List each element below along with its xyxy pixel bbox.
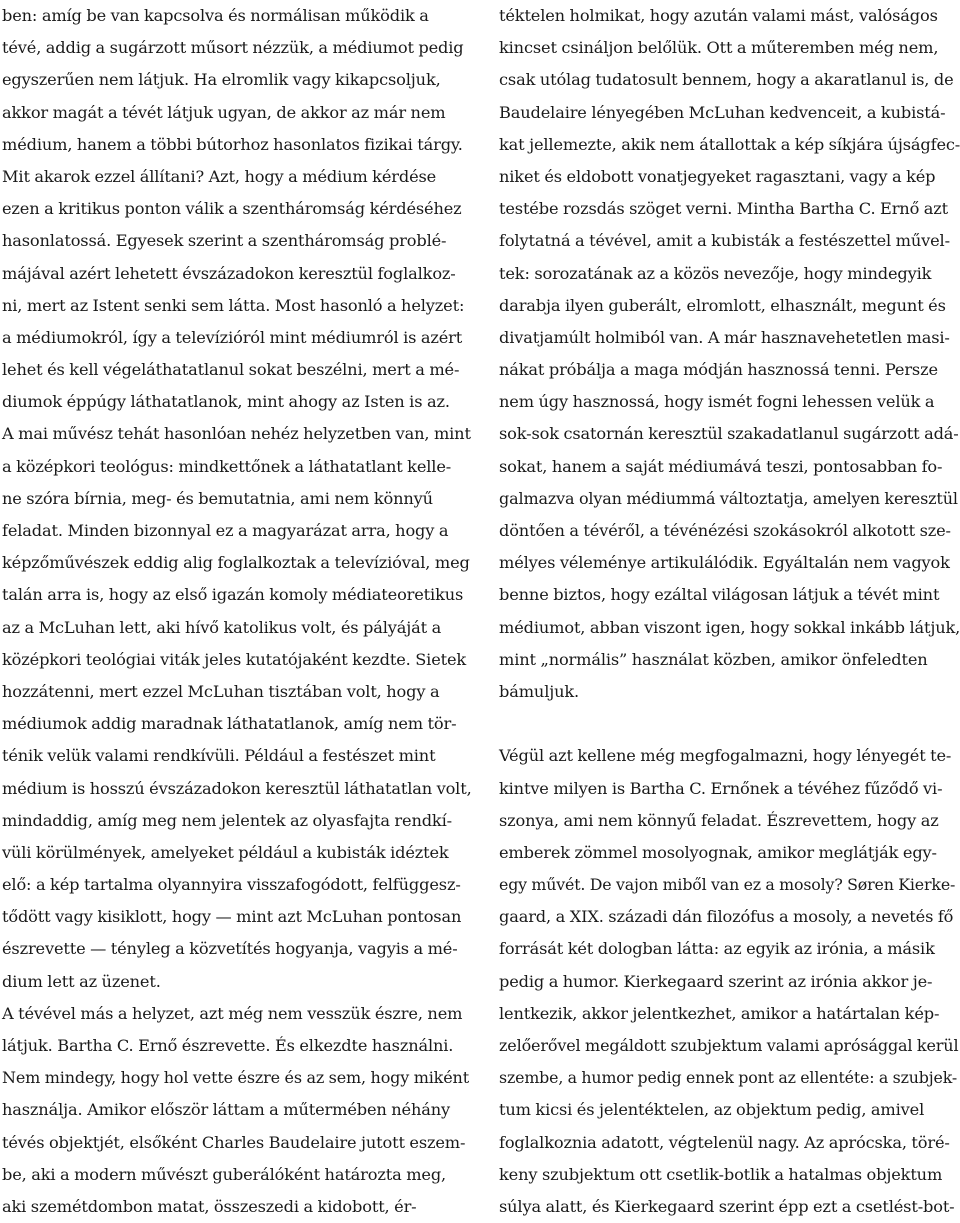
text-line: galmazva olyan médiummá változtatja, amelyen keresztül (499, 488, 958, 508)
text-line: médium, hanem a többi bútorhoz hasonlatos fizikai tárgy. (2, 134, 463, 154)
text-line: hasonlatossá. Egyesek szerint a szentháromság problé- (2, 231, 447, 251)
text-line: mindaddig, amíg meg nem jelentek az olyasfajta rendkí- (2, 810, 452, 830)
text-line: látjuk. Bartha C. Ernő észrevette. És elkezdte használni. (2, 1036, 454, 1055)
text-line: mint „normális” használat közben, amikor önfeledten (499, 649, 928, 669)
text-line: használja. Amikor először láttam a műtermében néhány (2, 1100, 451, 1120)
text-line: aki szemétdombon matat, összeszedi a kidobott, ér- (2, 1196, 417, 1216)
text-line: Nem mindegy, hogy hol vette észre és az sem, hogy miként (2, 1068, 469, 1088)
text-line: májával azért lehetett évszázadokon keresztül foglalkoz- (2, 263, 456, 283)
text-line: pedig a humor. Kierkegaard szerint az irónia akkor je- (499, 971, 933, 991)
text-line: médiumok addig maradnak láthatatlanok, amíg nem tör- (2, 714, 457, 734)
text-line: kincset csináljon belőlük. Ott a műteremben még nem, (499, 38, 939, 58)
text-line: Baudelaire lényegében McLuhan kedvenceit, a kubistá- (499, 102, 946, 122)
text-line: sok-sok csatornán keresztül szakadatlanul sugárzott adá- (499, 424, 959, 444)
text-line: ezen a kritikus ponton válik a szentháromság kérdéséhez (2, 199, 462, 219)
text-line: A mai művész tehát hasonlóan nehéz helyzetben van, mint (2, 424, 471, 444)
text-line: benne biztos, hogy ezáltal világosan látjuk a tévét mint (499, 585, 940, 605)
text-line: ben: amíg be van kapcsolva és normálisan működik a (2, 6, 429, 25)
left-column (2, 0, 472, 1223)
text-line: téktelen holmikat, hogy azután valami mást, valóságos (499, 6, 938, 25)
text-line: keny szubjektum ott csetlik-botlik a hatalmas objektum (499, 1164, 943, 1184)
text-line: médium is hosszú évszázadokon keresztül láthatatlan volt, (2, 778, 472, 798)
text-line: ne szóra bírnia, meg- és bemutatnia, ami nem könnyű (2, 488, 433, 508)
text-line: gaard, a XIX. századi dán filozófus a mosoly, a nevetés fő (499, 907, 954, 927)
text-line: niket és eldobott vonatjegyeket ragasztani, vagy a kép (499, 166, 936, 186)
text-line: Végül azt kellene még megfogalmazni, hogy lényegét te- (499, 746, 952, 766)
text-line: tődött vagy kisiklott, hogy — mint azt McLuhan pontosan (2, 907, 462, 927)
text-line: kat jellemezte, akik nem átallottak a kép síkjára újságfec- (499, 134, 960, 154)
paragraph-gap (499, 708, 960, 740)
text-line: súlya alatt, és Kierkegaard szerint épp ezt a csetlést-bot- (499, 1196, 955, 1216)
text-line: középkori teológiai viták jeles kutatójaként kezdte. Sietek (2, 649, 467, 669)
text-line: lentkezik, akkor jelentkezhet, amikor a határtalan kép- (499, 1003, 940, 1023)
right-column (499, 0, 960, 1223)
text-line: észrevette — tényleg a közvetítés hogyanja, vagyis a mé- (2, 939, 458, 959)
text-line: szembe, a humor pedig ennek pont az ellentéte: a szubjek- (499, 1068, 958, 1088)
text-line: tum kicsi és jelentéktelen, az objektum pedig, amivel (499, 1100, 925, 1120)
text-line: folytatná a tévével, amit a kubisták a festészettel művel- (499, 231, 950, 251)
text-line: darabja ilyen guberált, elromlott, elhasznált, megunt és (499, 295, 946, 315)
text-line: ni, mert az Istent senki sem látta. Most hasonló a helyzet: (2, 295, 465, 315)
text-line: az a McLuhan lett, aki hívő katolikus volt, és pályáját a (2, 617, 442, 637)
text-line: csak utólag tudatosult bennem, hogy a akaratlanul is, de (499, 70, 954, 90)
text-line: emberek zömmel mosolyognak, amikor meglátják egy- (499, 842, 937, 862)
text-line: talán arra is, hogy az első igazán komoly médiateoretikus (2, 585, 464, 605)
text-line: tévés objektjét, elsőként Charles Baudelaire jutott eszem- (2, 1132, 466, 1152)
text-line: lehet és kell végeláthatatlanul sokat beszélni, mert a mé- (2, 360, 460, 380)
text-line: forrását két dologban látta: az egyik az irónia, a másik (499, 939, 935, 959)
text-line: nákat próbálja a maga módján hasznossá tenni. Persze (499, 360, 938, 380)
text-line: be, aki a modern művészt guberálóként határozta meg, (2, 1164, 447, 1184)
text-line: tévé, addig a sugárzott műsort nézzük, a médiumot pedig (2, 38, 464, 58)
text-line: testébe rozsdás szöget verni. Mintha Bartha C. Ernő azt (499, 199, 949, 219)
text-line: kintve milyen is Bartha C. Ernőnek a tévéhez fűződő vi- (499, 778, 943, 798)
text-line: nem úgy hasznossá, hogy ismét fogni lehessen velük a (499, 392, 935, 412)
text-line: diumok éppúgy láthatatlanok, mint ahogy az Isten is az. (2, 392, 450, 412)
text-line: képzőművészek eddig alig foglalkoztak a televízióval, meg (2, 553, 470, 573)
text-line: zelőerővel megáldott szubjektum valami aprósággal kerül (499, 1036, 959, 1055)
text-line: ténik velük valami rendkívüli. Például a festészet mint (2, 746, 436, 766)
text-line: döntően a tévéről, a tévénézési szokásokról alkotott sze- (499, 521, 951, 540)
text-line: vüli körülmények, amelyeket például a kubisták idéztek (2, 842, 449, 862)
text-line: Mit akarok ezzel állítani? Azt, hogy a médium kérdése (2, 166, 437, 186)
text-line: A tévével más a helyzet, azt még nem vesszük észre, nem (2, 1003, 463, 1023)
text-line: szonya, ami nem könnyű feladat. Észrevettem, hogy az (499, 810, 939, 830)
text-line: egy művét. De vajon miből van ez a mosoly? Søren Kierke- (499, 875, 956, 895)
text-line: elő: a kép tartalma olyannyira visszafogódott, felfüggesz- (2, 875, 461, 895)
text-line: tek: sorozatának az a közös nevezője, hogy mindegyik (499, 263, 932, 283)
text-line: foglalkoznia adatott, végtelenül nagy. Az aprócska, töré- (499, 1132, 950, 1152)
text-line: hozzátenni, mert ezzel McLuhan tisztában volt, hogy a (2, 681, 440, 701)
text-line: médiumot, abban viszont igen, hogy sokkal inkább látjuk, (499, 617, 960, 637)
text-line: akkor magát a tévét látjuk ugyan, de akkor az már nem (2, 102, 446, 122)
text-line: sokat, hanem a saját médiumává teszi, pontosabban fo- (499, 456, 943, 476)
text-line: a középkori teológus: mindkettőnek a láthatatlant kelle- (2, 456, 452, 476)
text-line: dium lett az üzenet. (2, 971, 161, 991)
text-line: feladat. Minden bizonnyal ez a magyarázat arra, hogy a (2, 521, 449, 540)
text-line: mélyes véleménye artikulálódik. Egyáltalán nem vagyok (499, 553, 950, 573)
text-line: a médiumokról, így a televízióról mint médiumról is azért (2, 327, 463, 347)
text-line: divatjamúlt holmiból van. A már hasznavehetetlen masi- (499, 327, 950, 347)
text-line: bámuljuk. (499, 681, 580, 701)
text-line: egyszerűen nem látjuk. Ha elromlik vagy kikapcsoljuk, (2, 70, 441, 90)
